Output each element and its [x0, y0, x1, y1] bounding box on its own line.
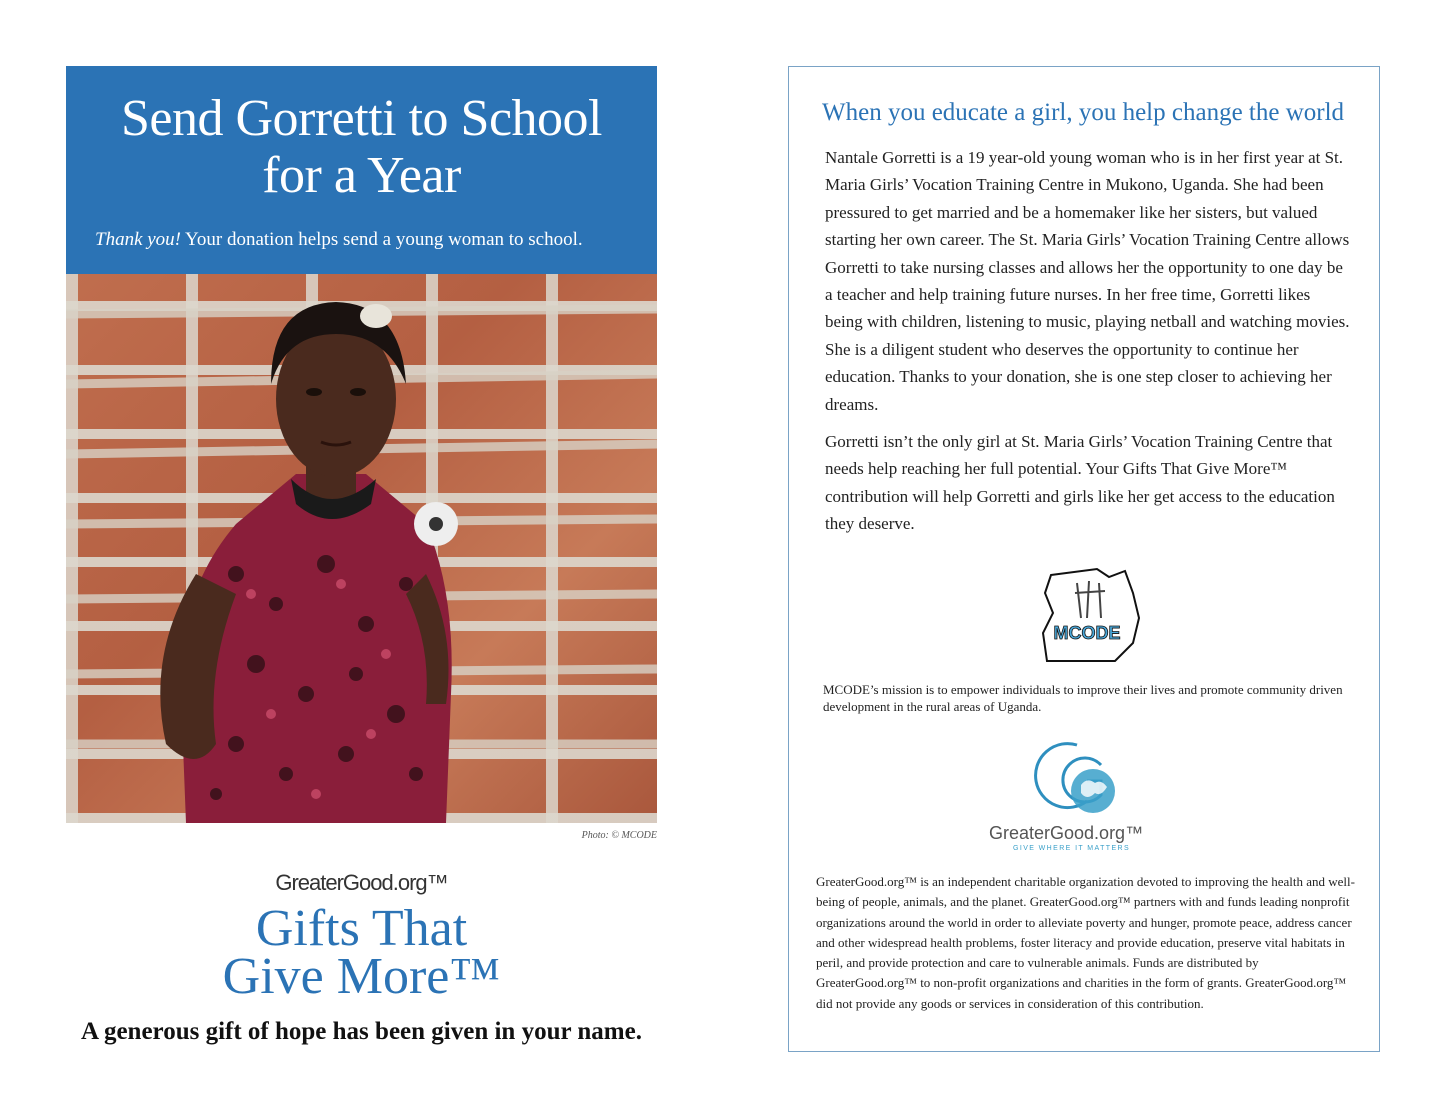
thank-you-message [95, 229, 583, 251]
title-line-1: Send Gorretti to School [120, 90, 602, 147]
student-portrait-illustration [66, 274, 657, 823]
story-panel [788, 66, 1380, 1052]
story-paragraph-2: Gorretti isn’t the only girl at St. Maria Girls’ Vocation Training Centre that needs help reaching her full potential. Your Gifts That Give More™ contribution will help Gorretti and girls like her get access to the education they deserve. [825, 432, 1335, 534]
gifts-logo-line-2: Give More™ [222, 948, 501, 1005]
story-paragraph-1: Nantale Gorretti is a 19 year-old young woman who is in her first year at St. Maria Girls’ Vocation Training Centre in Mukono, Uganda. She had been pressured to get married and be a homemaker like her sisters, but valued starting her own career. The St. Maria Girls’ Vocation Training Centre allows Gorretti to take nursing classes and allows her the opportunity to one day be a teacher and help training future nurses. In her free time, Gorretti likes being with children, listening to music, playing netball and watching movies. She is a diligent student who deserves the opportunity to continue her education. Thanks to your donation, she is one step closer to achieving her dreams. [825, 148, 1350, 414]
student-photo [66, 274, 657, 823]
greatergood-logo [1029, 735, 1129, 827]
hero-banner [66, 66, 657, 274]
mcode-mission: MCODE’s mission is to empower individuals to improve their lives and promote community driven development in the rural areas of Uganda. [823, 682, 1343, 714]
page-title [66, 90, 657, 204]
greatergood-wordmark: GreaterGood.org™ [275, 870, 448, 895]
mcode-logo-text: MCODE [1053, 623, 1121, 643]
story-heading: When you educate a girl, you help change the world [822, 99, 1345, 126]
greatergood-logo-slogan: GIVE WHERE IT MATTERS [1013, 845, 1131, 852]
gift-tagline: A generous gift of hope has been given in your name. [81, 1018, 642, 1045]
mcode-logo [1037, 563, 1145, 665]
photo-credit: Photo: © MCODE [581, 830, 657, 841]
thank-you-emphasis: Thank you! [95, 229, 182, 250]
greatergood-disclaimer: GreaterGood.org™ is an independent charitable organization devoted to improving the health and well-being of people, animals, and the planet. GreaterGood.org™ partners with and funds leading nonprofit organizations around the world in order to alleviate poverty and hunger, promote peace, address cancer and other widespread health problems, foster literacy and provide education, preserve vital habitats in peril, and provide protection and care to vulnerable animals. Funds are distributed by GreaterGood.org™ to non-profit organizations and charities in the form of grants. GreaterGood.org™ did not provide any goods or services in consideration of this contribution. [816, 874, 1355, 1011]
thank-you-rest: Your donation helps send a young woman to school. [181, 229, 583, 250]
greatergood-logo-wordmark: GreaterGood.org™ [989, 823, 1144, 843]
title-line-2: for a Year [262, 147, 461, 204]
gifts-logo-line-1: Gifts That [255, 900, 468, 957]
